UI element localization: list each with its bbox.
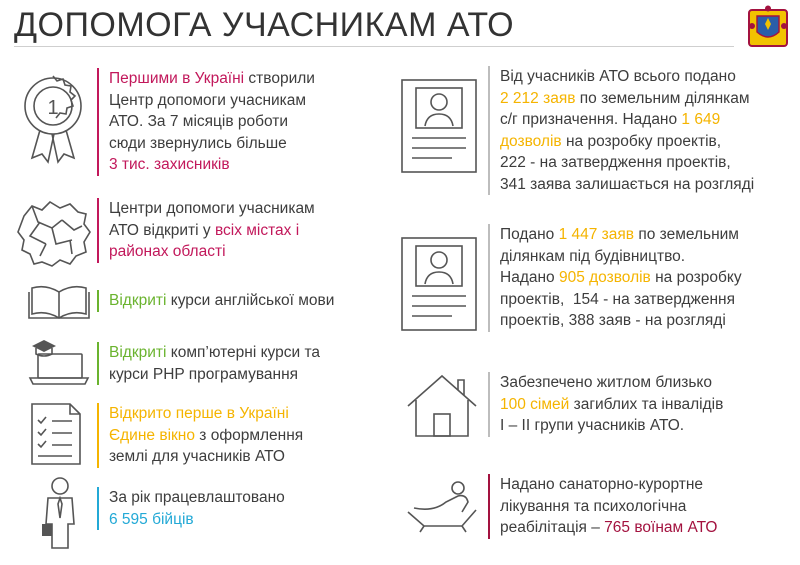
- cities-text: [97, 198, 399, 263]
- sanatorium-highlight: 765 воїнам АТО: [604, 519, 718, 536]
- cities-highlight: всіх містах і: [214, 221, 300, 239]
- sanatorium-line3: реабілітація –: [500, 519, 605, 536]
- medal-first-icon: [18, 72, 88, 168]
- title-divider: [14, 46, 734, 47]
- window-highlight-single: Єдине вікно: [109, 426, 195, 444]
- building-line3-start: Надано: [500, 269, 559, 286]
- building-line1-rest: по земельним: [634, 226, 739, 243]
- coat-of-arms-icon: [745, 4, 791, 50]
- window-text: [97, 403, 399, 468]
- agri-line2-rest: по земельним ділянкам: [575, 89, 750, 107]
- window-highlight-first: Відкрито перше в Україні: [109, 405, 289, 422]
- svg-text:1: 1: [47, 97, 59, 119]
- housing-text: [488, 372, 800, 437]
- computer-line1-rest: комп’ютерні курси та: [166, 344, 320, 361]
- agri-line4-rest: на розробку проектів,: [561, 132, 722, 150]
- center-highlight-first: Першими в Україні: [109, 70, 245, 87]
- cities-highlight-districts: районах області: [109, 243, 226, 260]
- housing-line1: Забезпечено житлом близько: [500, 374, 712, 391]
- checklist-icon: [28, 402, 88, 466]
- window-line2-rest: з оформлення: [194, 426, 304, 444]
- profile-document-icon: [398, 76, 480, 176]
- center-line4: сюди звернулись більше: [109, 134, 287, 152]
- building-highlight-permits: 905 дозволів: [558, 269, 651, 286]
- agri-line5: 222 - на затвердження проектів,: [500, 154, 731, 171]
- sanatorium-line2: лікування та психологічна: [500, 497, 687, 515]
- building-line5: проектів, 388 заяв - на розгляді: [500, 312, 726, 329]
- building-line4: проектів, 154 - на затвердження: [500, 290, 736, 308]
- computer-text: [97, 342, 399, 385]
- window-line3: землі для учасників АТО: [109, 448, 285, 465]
- laptop-graduation-icon: [26, 336, 92, 388]
- lounge-chair-icon: [404, 478, 482, 534]
- jobs-highlight: 6 595 бійців: [109, 510, 194, 528]
- building-line3-rest: на розробку: [650, 269, 742, 286]
- cities-line2: АТО відкриті у: [109, 221, 215, 239]
- center-help-text: [97, 68, 399, 176]
- profile-document-icon: [398, 234, 480, 334]
- housing-line3: I – II групи учасників АТО.: [500, 417, 685, 434]
- center-line2: Центр допомоги учасникам: [109, 91, 307, 109]
- cities-line1: Центри допомоги учасникам: [109, 200, 315, 217]
- agri-highlight-applications: 2 212 заяв: [500, 89, 576, 107]
- center-highlight-count: 3 тис. захисників: [109, 156, 230, 173]
- english-rest: курси англійської мови: [166, 292, 335, 309]
- computer-line2: курси PHP програмування: [109, 365, 299, 383]
- building-line1-start: Подано: [500, 226, 559, 243]
- region-map-icon: [14, 196, 96, 268]
- center-line3: АТО. За 7 місяців роботи: [109, 113, 289, 130]
- house-icon: [404, 372, 480, 440]
- building-highlight-applications: 1 447 заяв: [558, 226, 635, 243]
- agri-highlight-count: 1 649: [681, 111, 721, 128]
- open-book-icon: [28, 282, 90, 322]
- worker-briefcase-icon: [40, 476, 80, 550]
- page-title: ДОПОМОГА УЧАСНИКАМ АТО: [14, 6, 515, 44]
- english-text: [97, 290, 399, 312]
- sanatorium-line1: Надано санаторно-курортне: [500, 476, 704, 493]
- computer-highlight: Відкриті: [109, 344, 167, 361]
- jobs-text: [97, 487, 399, 530]
- housing-highlight: 100 сімей: [500, 395, 570, 413]
- building-line2: ділянкам під будівництво.: [500, 247, 686, 265]
- agri-line3: с/г призначення. Надано: [500, 111, 682, 128]
- agri-highlight-permits: дозволів: [500, 132, 562, 150]
- housing-line2-rest: загиблих та інвалідів: [569, 395, 724, 413]
- agri-line1: Від учасників АТО всього подано: [500, 68, 736, 85]
- english-highlight: Відкриті: [109, 292, 167, 309]
- building-text: [488, 224, 800, 332]
- jobs-line1: За рік працевлаштовано: [109, 489, 285, 506]
- sanatorium-text: [488, 474, 800, 539]
- agri-line6: 341 заява залишається на розгляді: [500, 175, 755, 193]
- agri-text: [488, 66, 800, 195]
- center-line1-rest: створили: [244, 70, 315, 87]
